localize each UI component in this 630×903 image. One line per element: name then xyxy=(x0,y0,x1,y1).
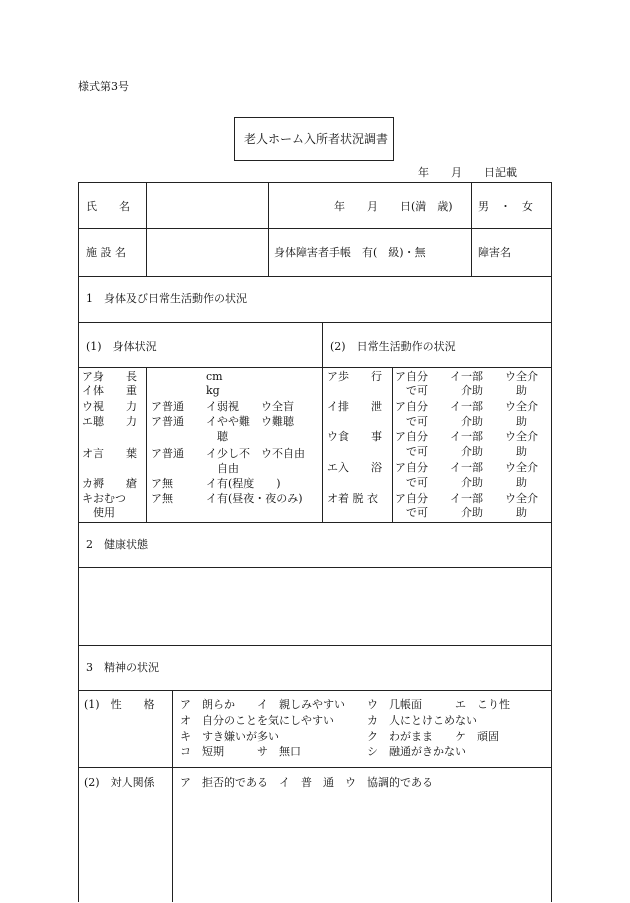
name-field[interactable] xyxy=(150,186,264,224)
adl-options: で可 介助 助 xyxy=(395,476,527,489)
personality-label: (1) 性 格 xyxy=(84,698,155,711)
health-notes-field[interactable] xyxy=(82,570,548,642)
adl-options: で可 介助 助 xyxy=(395,415,527,428)
adl-options: ア自分 イ一部 ウ全介 xyxy=(395,370,538,383)
name-label: 氏 名 xyxy=(86,200,130,213)
date-line: 年 月 日記載 xyxy=(418,166,517,179)
personality-options: コ 短期 サ 無口 シ 融通がきかない xyxy=(180,745,466,758)
page-title: 老人ホーム入所者状況調書 xyxy=(244,132,389,146)
adl-label: イ排 泄 xyxy=(327,400,382,413)
section3-title: 3 精神の状況 xyxy=(86,661,159,674)
disability-label: 障害名 xyxy=(478,246,511,259)
body-status-label: オ言 葉 xyxy=(82,447,137,460)
body-status-label: エ聴 力 xyxy=(82,415,137,428)
adl-label: ウ食 事 xyxy=(327,430,382,443)
form-number: 様式第3号 xyxy=(78,80,129,93)
adl-options: ア自分 イ一部 ウ全介 xyxy=(395,461,538,474)
personality-options: ア 朗らか イ 親しみやすい ウ 几帳面 エ こり性 xyxy=(180,698,510,711)
body-status-label: ウ視 力 xyxy=(82,400,137,413)
adl-options: で可 介助 助 xyxy=(395,506,527,519)
body-status-label: イ体 重 xyxy=(82,384,137,397)
personality-options: キ すき嫌いが多い ク わがまま ケ 頑固 xyxy=(180,730,499,743)
adl-options: ア自分 イ一部 ウ全介 xyxy=(395,430,538,443)
adl-label: オ着 脱 衣 xyxy=(327,492,378,505)
body-status-heading: (1) 身体状況 xyxy=(86,340,157,353)
section1-title: 1 身体及び日常生活動作の状況 xyxy=(86,292,247,305)
adl-options: で可 介助 助 xyxy=(395,445,527,458)
body-status-label: ア身 長 xyxy=(82,370,137,383)
body-status-value: 聴 xyxy=(151,430,228,443)
personality-options: オ 自分のことを気にしやすい カ 人にとけこめない xyxy=(180,714,477,727)
section2-title: 2 健康状態 xyxy=(86,538,148,551)
adl-options: ア自分 イ一部 ウ全介 xyxy=(395,400,538,413)
body-status-value: ア無 イ有(昼夜・夜のみ) xyxy=(151,492,303,505)
body-status-value: ア普通 イやや難 ウ難聴 xyxy=(151,415,294,428)
body-status-value: ア無 イ有(程度 ) xyxy=(151,477,281,490)
body-status-value: ア普通 イ弱視 ウ全盲 xyxy=(151,400,294,413)
form-table xyxy=(78,182,552,902)
sex-label: 男 ・ 女 xyxy=(478,200,533,213)
body-status-value: cm xyxy=(151,370,223,383)
adl-label: エ入 浴 xyxy=(327,461,382,474)
adl-label: ア歩 行 xyxy=(327,370,382,383)
body-status-value: kg xyxy=(151,384,220,397)
body-status-label: 使用 xyxy=(82,506,115,519)
adl-options: ア自分 イ一部 ウ全介 xyxy=(395,492,538,505)
handbook-label: 身体障害者手帳 有( 級)・無 xyxy=(274,246,426,259)
adl-options: で可 介助 助 xyxy=(395,384,527,397)
body-status-label: カ褥 瘡 xyxy=(82,477,137,490)
adl-heading: (2) 日常生活動作の状況 xyxy=(330,340,456,353)
body-status-value: 自由 xyxy=(151,462,239,475)
body-status-value: ア普通 イ少し不 ウ不自由 xyxy=(151,447,305,460)
facility-label: 施 設 名 xyxy=(86,246,126,259)
relations-label: (2) 対人関係 xyxy=(84,776,155,789)
birth-age-label: 年 月 日(満 歳) xyxy=(334,200,453,213)
body-status-label: キおむつ xyxy=(82,492,126,505)
relations-options: ア 拒否的である イ 普 通 ウ 協調的である xyxy=(180,776,433,789)
